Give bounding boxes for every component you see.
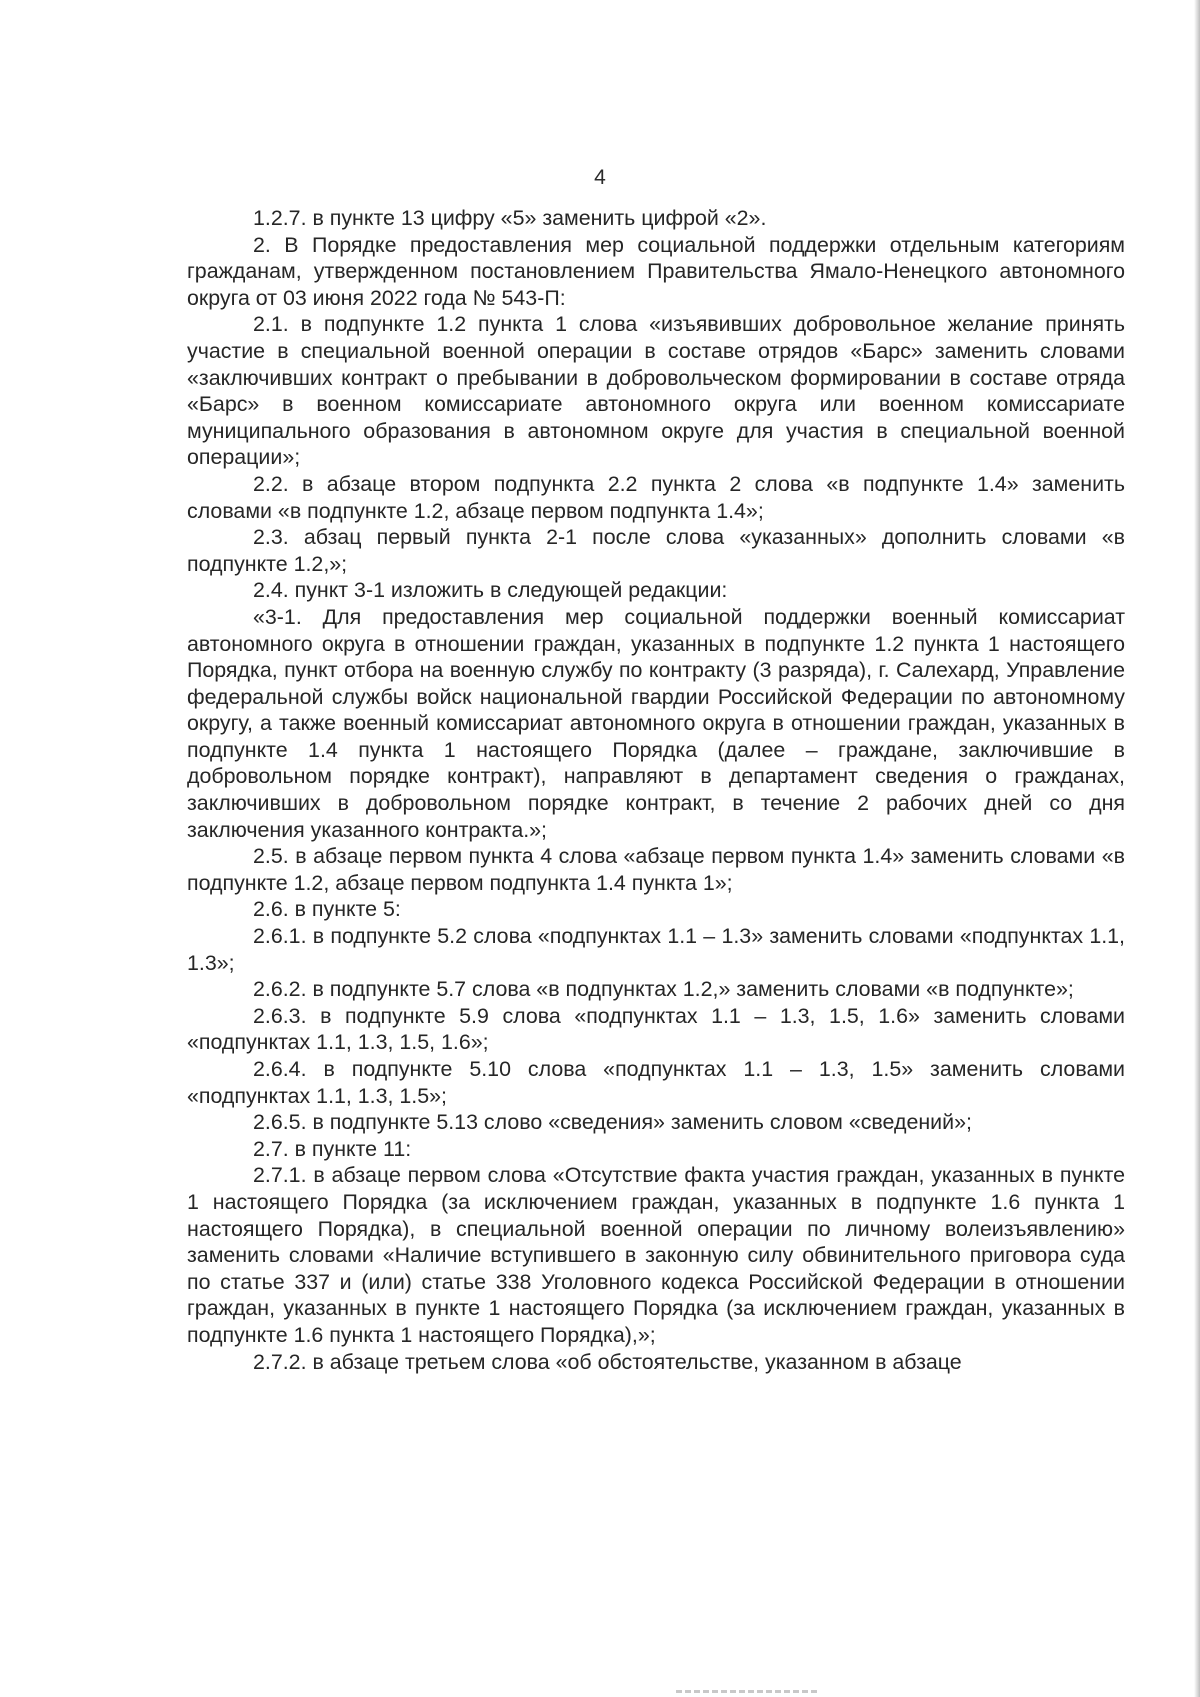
paragraph-2-6-3: 2.6.3. в подпункте 5.9 слова «подпунктах 1.1 – 1.3, 1.5, 1.6» заменить словами «подпунктах 1.1, 1.3, 1.5, 1.6»;	[187, 1003, 1125, 1055]
paragraph-2-3: 2.3. абзац первый пункта 2-1 после слова «указанных» дополнить словами «в подпункте 1.2,»;	[187, 525, 1125, 576]
paragraph-2-7-2: 2.7.2. в абзаце третьем слова «об обстоятельстве, указанном в абзаце	[253, 1349, 962, 1374]
paragraph-2-5: 2.5. в абзаце первом пункта 4 слова «абзаце первом пункта 1.4» заменить словами «в подпункте 1.2, абзаце первом подпункта 1.4 пункта 1»;	[187, 844, 1125, 895]
paragraph-2: 2. В Порядке предоставления мер социальной поддержки отдельным категориям гражданам, утвержденном постановлением Правительства Ямало-Ненецкого автономного округа от 03 июня 2022 года № 543-П:	[187, 232, 1125, 310]
paragraph-2-2: 2.2. в абзаце втором подпункта 2.2 пункта 2 слова «в подпункте 1.4» заменить словами «в подпункте 1.2, абзаце первом подпункта 1.4»;	[187, 471, 1125, 523]
paragraph-2-7-1: 2.7.1. в абзаце первом слова «Отсутствие факта участия граждан, указанных в пункте 1 настоящего Порядка (за исключением граждан, указанных в подпункте 1.6 пункта 1 настоящего Порядка), в специальной военной операции по личному волеизъявлению» заменить словами «Наличие вступившего в законную силу обвинительного приговора суда по статье 337 и (или) статье 338 Уголовного кодекса Российской Федерации в отношении граждан, указанных в пункте 1 настоящего Порядка (за исключением граждан, указанных в подпункте 1.6 пункта 1 настоящего Порядка),»;	[187, 1163, 1125, 1347]
paragraph-3-1-quote: «3-1. Для предоставления мер социальной поддержки военный комиссариат автономного округа в отношении граждан, указанных в подпункте 1.2 пункта 1 настоящего Порядка, пункт отбора на военную службу по контракту (3 разряда), г. Салехард, Управление федеральной службы войск национальной гвардии Российской Федерации по автономному округу, а также военный комиссариат автономного округа в отношении граждан, указанных в подпункте 1.4 пункта 1 настоящего Порядка (далее – граждане, заключившие в добровольном порядке контракт), направляют в департамент сведения о гражданах, заключивших в добровольном порядке контракт, в течение 2 рабочих дней со дня заключения указанного контракта.»;	[187, 604, 1125, 842]
paragraph-2-4: 2.4. пункт 3-1 изложить в следующей редакции:	[253, 578, 728, 603]
paragraph-2-7: 2.7. в пункте 11:	[253, 1136, 412, 1161]
scan-artifact	[676, 1690, 818, 1693]
paragraph-2-6-2: 2.6.2. в подпункте 5.7 слова «в подпунктах 1.2,» заменить словами «в подпункте»;	[253, 977, 1074, 1002]
document-body	[187, 205, 1125, 1375]
paragraph-1-2-7: 1.2.7. в пункте 13 цифру «5» заменить цифрой «2».	[253, 206, 767, 230]
page-number: 4	[594, 166, 606, 189]
paragraph-2-6-1: 2.6.1. в подпункте 5.2 слова «подпунктах 1.1 – 1.3» заменить словами «подпунктах 1.1, 1.3»;	[187, 924, 1125, 975]
paragraph-2-6-5: 2.6.5. в подпункте 5.13 слово «сведения» заменить словом «сведений»;	[253, 1110, 972, 1135]
paragraph-2-1: 2.1. в подпункте 1.2 пункта 1 слова «изъявивших добровольное желание принять участие в специальной военной операции в составе отрядов «Барс» заменить словами «заключивших контракт о пребывании в добровольческом формировании в составе отряда «Барс» в военном комиссариате автономного округа или военном комиссариате муниципального образования в автономном округе для участия в специальной военной операции»;	[187, 312, 1125, 470]
paragraph-2-6-4: 2.6.4. в подпункте 5.10 слова «подпунктах 1.1 – 1.3, 1.5» заменить словами «подпунктах 1.1, 1.3, 1.5»;	[187, 1057, 1125, 1108]
page-edge-shadow	[1194, 0, 1200, 1697]
paragraph-2-6: 2.6. в пункте 5:	[253, 897, 401, 922]
